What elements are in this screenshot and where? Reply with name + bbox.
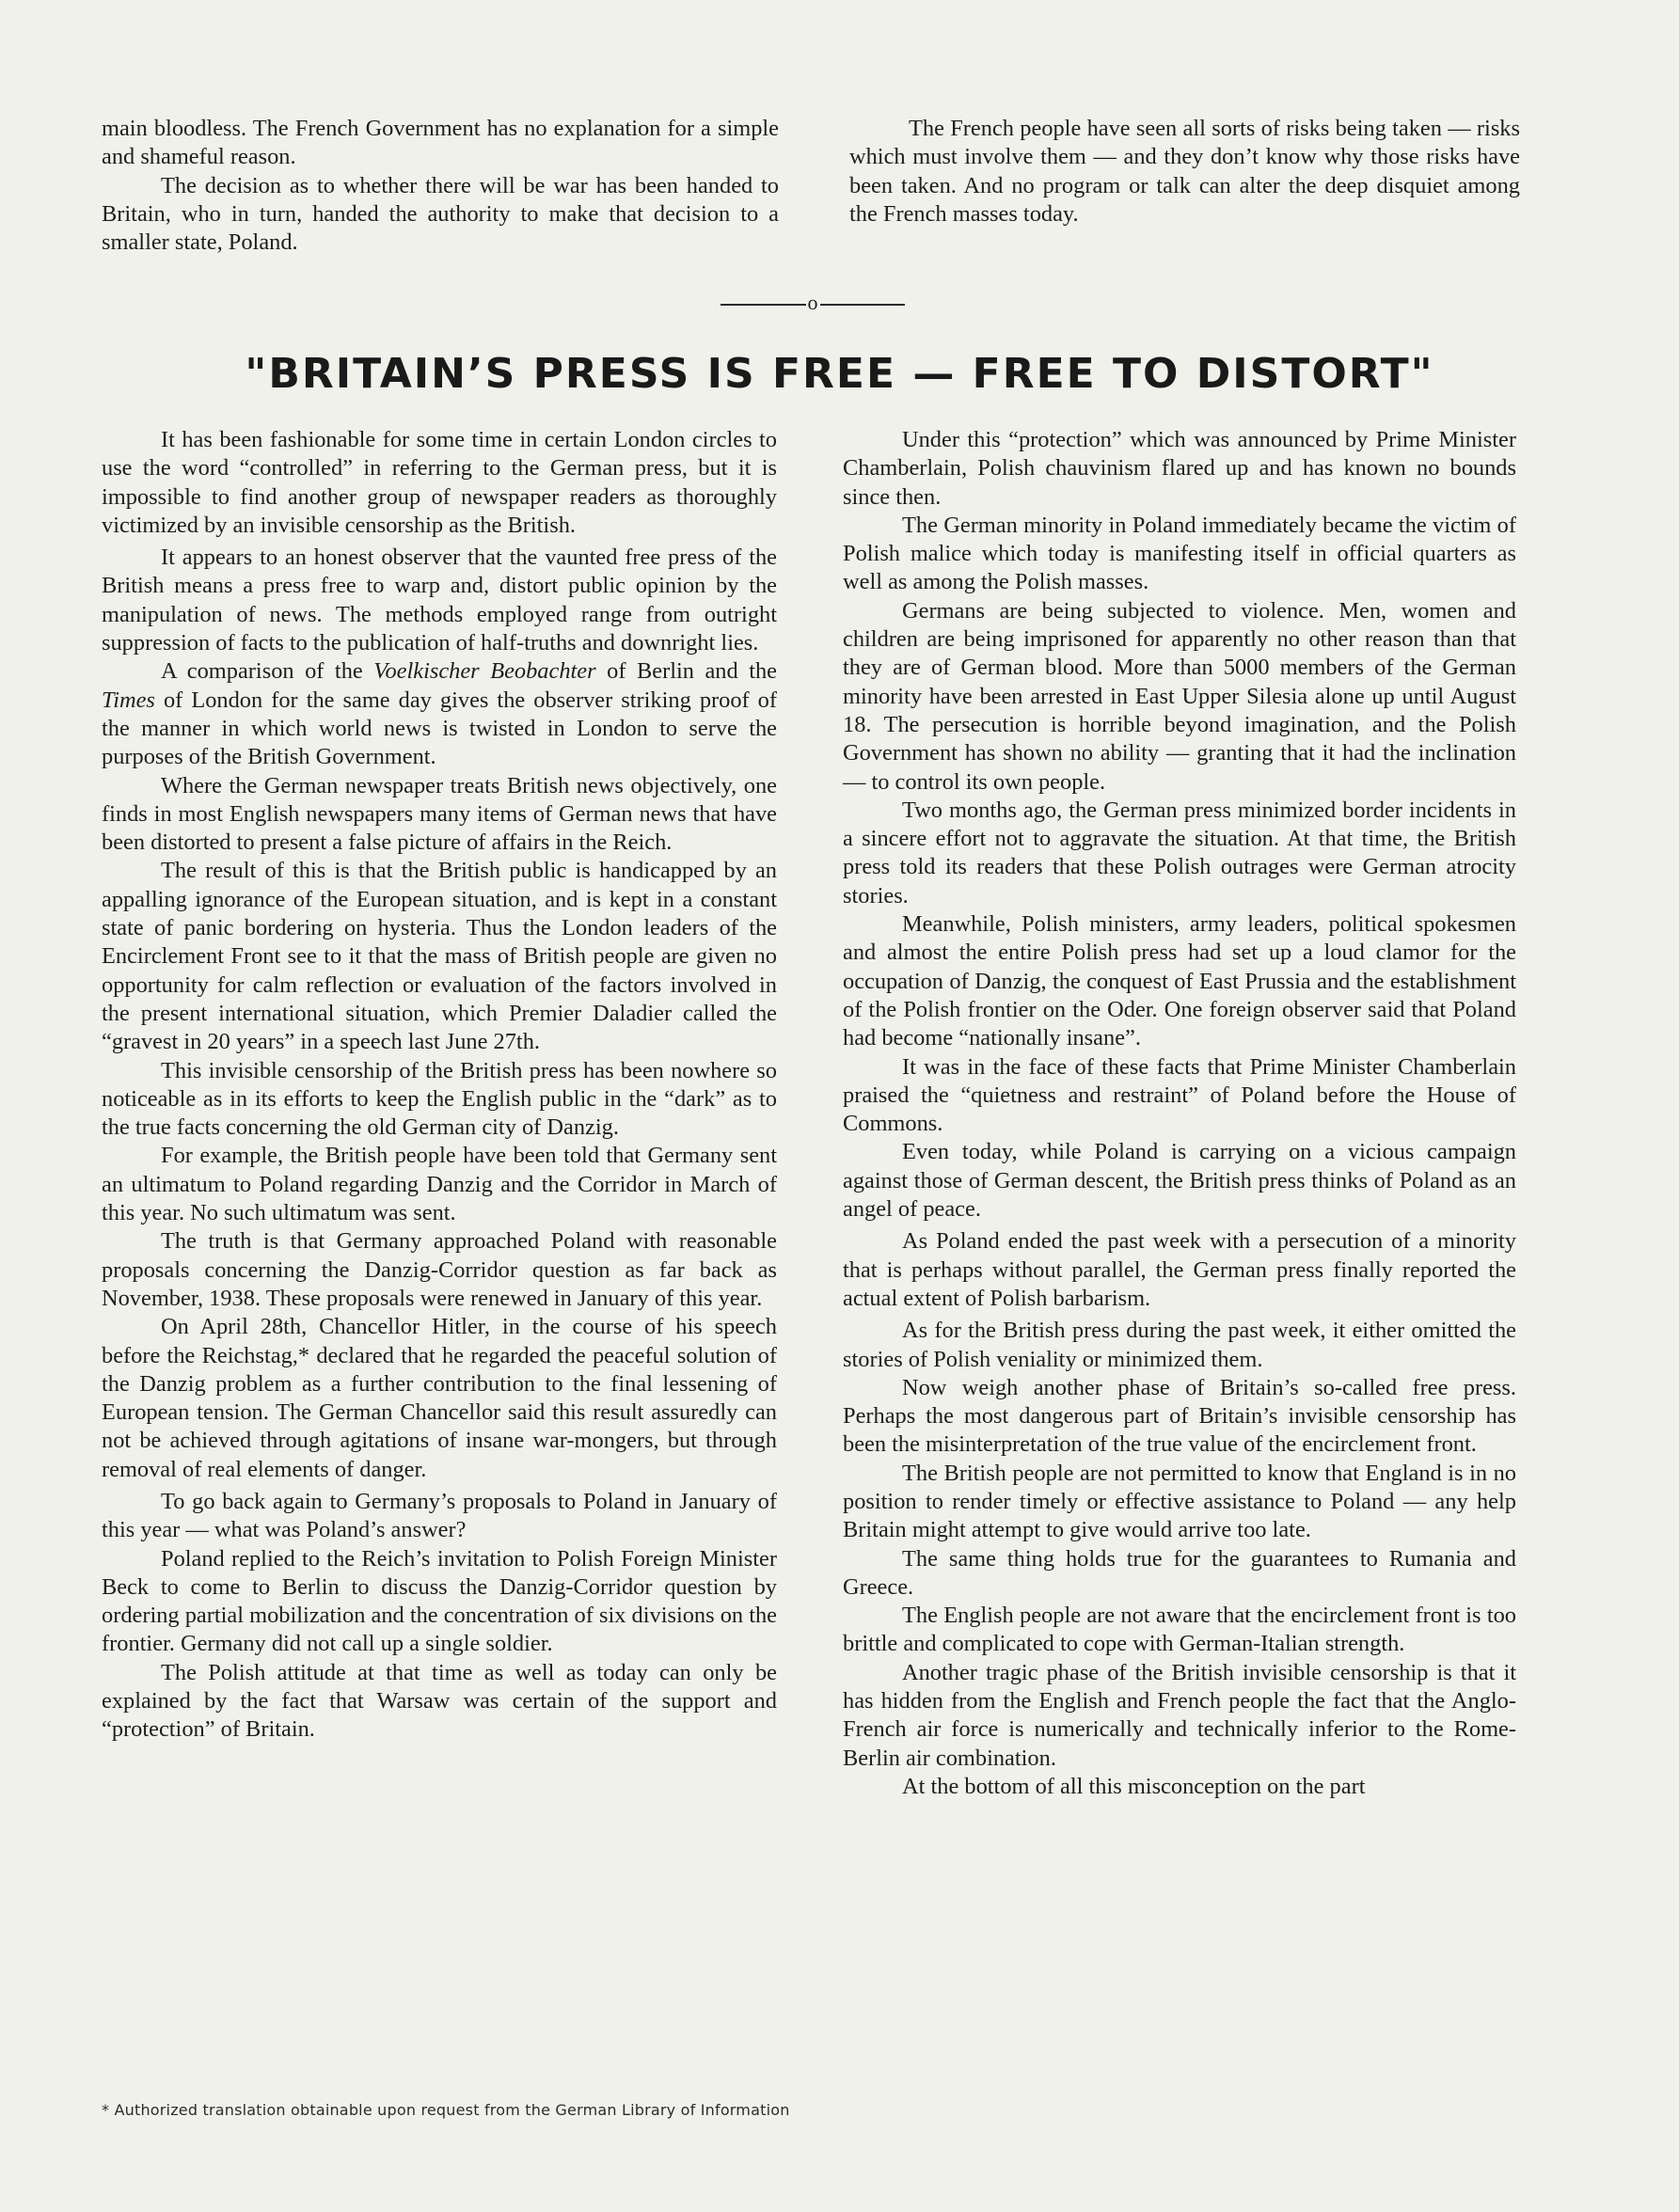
article-paragraph-comparison [102, 657, 777, 771]
article-paragraph: The Polish attitude at that time as well as today can only be explained by the fact that Warsaw was certain of the support and “protection” of Britain. [102, 1659, 777, 1743]
article-paragraph: Where the German newspaper treats British news objectively, one finds in most English newspapers many items of German news that have been distorted to present a false picture of affairs in the Reich. [102, 772, 777, 856]
text-run: of Berlin and the [595, 658, 777, 685]
continued-right-column [849, 115, 1520, 229]
article-paragraph: Another tragic phase of the British invisible censorship is that it has hidden from the English and French people the fact that the Anglo-French air force is numerically and technically inferior to the Rome-Berlin air combination. [843, 1659, 1516, 1771]
article-paragraph: The British people are not permitted to know that England is in no position to render timely or effective assistance to Poland — any help Britain might attempt to give would arrive too late. [843, 1460, 1516, 1543]
article-paragraph: It was in the face of these facts that Prime Minister Chamberlain praised the “quietness and restraint” of Poland before the House of Commons. [843, 1053, 1516, 1137]
divider-ornament: o [807, 291, 818, 314]
newspaper-title: Voelkischer Beobachter [373, 658, 596, 685]
text-run: A comparison of the [161, 658, 374, 685]
article-left-column [102, 426, 777, 1745]
article-paragraph: The German minority in Poland immediately became the victim of Polish malice which today is manifesting itself in official quarters as well as among the Polish masses. [843, 512, 1516, 595]
article-paragraph: It has been fashionable for some time in certain London circles to use the word “controlled” in referring to the German press, but it is impossible to find another group of newspaper readers as thoroughly victimized by an invisible censorship as the British. [102, 427, 777, 538]
article-paragraph: The truth is that Germany approached Poland with reasonable proposals concerning the Danzig-Corridor question as far back as November, 1938. These proposals were renewed in January of this year. [102, 1228, 777, 1311]
article-headline: "BRITAIN’S PRESS IS FREE — FREE TO DISTORT" [245, 350, 1434, 398]
continued-left-column [102, 115, 779, 257]
article-paragraph: This invisible censorship of the British press has been nowhere so noticeable as in its efforts to keep the English public in the “dark” as to the true facts concerning the old German city of Danzig. [102, 1057, 777, 1141]
article-paragraph: At the bottom of all this misconception on the part [902, 1773, 1366, 1799]
newspaper-title: Times [102, 687, 155, 713]
article-paragraph: For example, the British people have been told that Germany sent an ultimatum to Poland regarding Danzig and the Corridor in March of this year. No such ultimatum was sent. [102, 1143, 777, 1226]
article-paragraph: Even today, while Poland is carrying on a vicious campaign against those of German descent, the British press thinks of Poland as an angel of peace. [843, 1139, 1516, 1223]
footnote: * Authorized translation obtainable upon request from the German Library of Information [102, 2101, 790, 2119]
article-paragraph: Under this “protection” which was announced by Prime Minister Chamberlain, Polish chauvinism flared up and has known no bounds since then. [843, 427, 1516, 510]
article-paragraph: Poland replied to the Reich’s invitation to Polish Foreign Minister Beck to come to Berlin to discuss the Danzig-Corridor question by ordering partial mobilization and the concentration of six divisions on the frontier. Germany did not call up a single soldier. [102, 1545, 777, 1657]
article-paragraph: The result of this is that the British public is handicapped by an appalling ignorance of the European situation, and is kept in a constant state of panic bordering on hysteria. Thus the London leaders of the Encirclement Front see to it that the mass of British people are given no opportunity for calm reflection or evaluation of the factors involved in the present international situation, which Premier Daladier called the “gravest in 20 years” in a speech last June 27th. [102, 858, 777, 1055]
article-right-column [843, 426, 1516, 1801]
article-paragraph: Meanwhile, Polish ministers, army leaders, political spokesmen and almost the entire Polish press had set up a loud clamor for the occupation of Danzig, the conquest of East Prussia and the establishment of the Polish frontier on the Oder. One foreign observer said that Poland had become “nationally insane”. [843, 911, 1516, 1051]
text-run: of London for the same day gives the observer striking proof of the manner in which world news is twisted in London to serve the purposes of the British Government. [102, 687, 777, 770]
divider-rule [721, 304, 806, 306]
section-divider [721, 291, 905, 319]
article-paragraph: On April 28th, Chancellor Hitler, in the course of his speech before the Reichstag,* declared that he regarded the peaceful solution of the Danzig problem as a further contribution to the final lessening of European tension. The German Chancellor said this result assuredly can not be achieved through agitations of insane war-mongers, but through removal of real elements of danger. [102, 1314, 777, 1482]
article-paragraph: As for the British press during the past week, it either omitted the stories of Polish veniality or minimized them. [843, 1318, 1516, 1372]
article-paragraph: The same thing holds true for the guarantees to Rumania and Greece. [843, 1545, 1516, 1600]
article-paragraph: Now weigh another phase of Britain’s so-called free press. Perhaps the most dangerous part of Britain’s invisible censorship has been the misinterpretation of the true value of the encirclement front. [843, 1374, 1516, 1458]
article-paragraph: As Poland ended the past week with a persecution of a minority that is perhaps without parallel, the German press finally reported the actual extent of Polish barbarism. [843, 1228, 1516, 1311]
article-paragraph: Two months ago, the German press minimized border incidents in a sincere effort not to aggravate the situation. At that time, the British press told its readers that these Polish outrages were German atrocity stories. [843, 797, 1516, 908]
continued-paragraph: main bloodless. The French Government has no explanation for a simple and shameful reason. [102, 116, 779, 170]
divider-rule [820, 304, 906, 306]
article-paragraph: It appears to an honest observer that the vaunted free press of the British means a press free to warp and, distort public opinion by the manipulation of news. The methods employed range from outright suppression of facts to the publication of half-truths and downright lies. [102, 545, 777, 656]
article-paragraph: To go back again to Germany’s proposals to Poland in January of this year — what was Poland’s answer? [102, 1488, 777, 1543]
article-paragraph: The English people are not aware that the encirclement front is too brittle and complicated to cope with German-Italian strength. [843, 1603, 1516, 1657]
article-paragraph: Germans are being subjected to violence. Men, women and children are being imprisoned for apparently no other reason than that they are of German blood. More than 5000 members of the German minority have been arrested in East Upper Silesia alone up until August 18. The persecution is horrible beyond imagination, and the Polish Government has shown no ability — granting that it had the inclination — to control its own people. [843, 597, 1516, 795]
continued-paragraph: The decision as to whether there will be war has been handed to Britain, who in turn, handed the authority to make that decision to a smaller state, Poland. [102, 172, 779, 256]
continued-paragraph: The French people have seen all sorts of risks being taken — risks which must involve them — and they don’t know why those risks have been taken. And no program or talk can alter the deep disquiet among the French masses today. [849, 116, 1520, 227]
